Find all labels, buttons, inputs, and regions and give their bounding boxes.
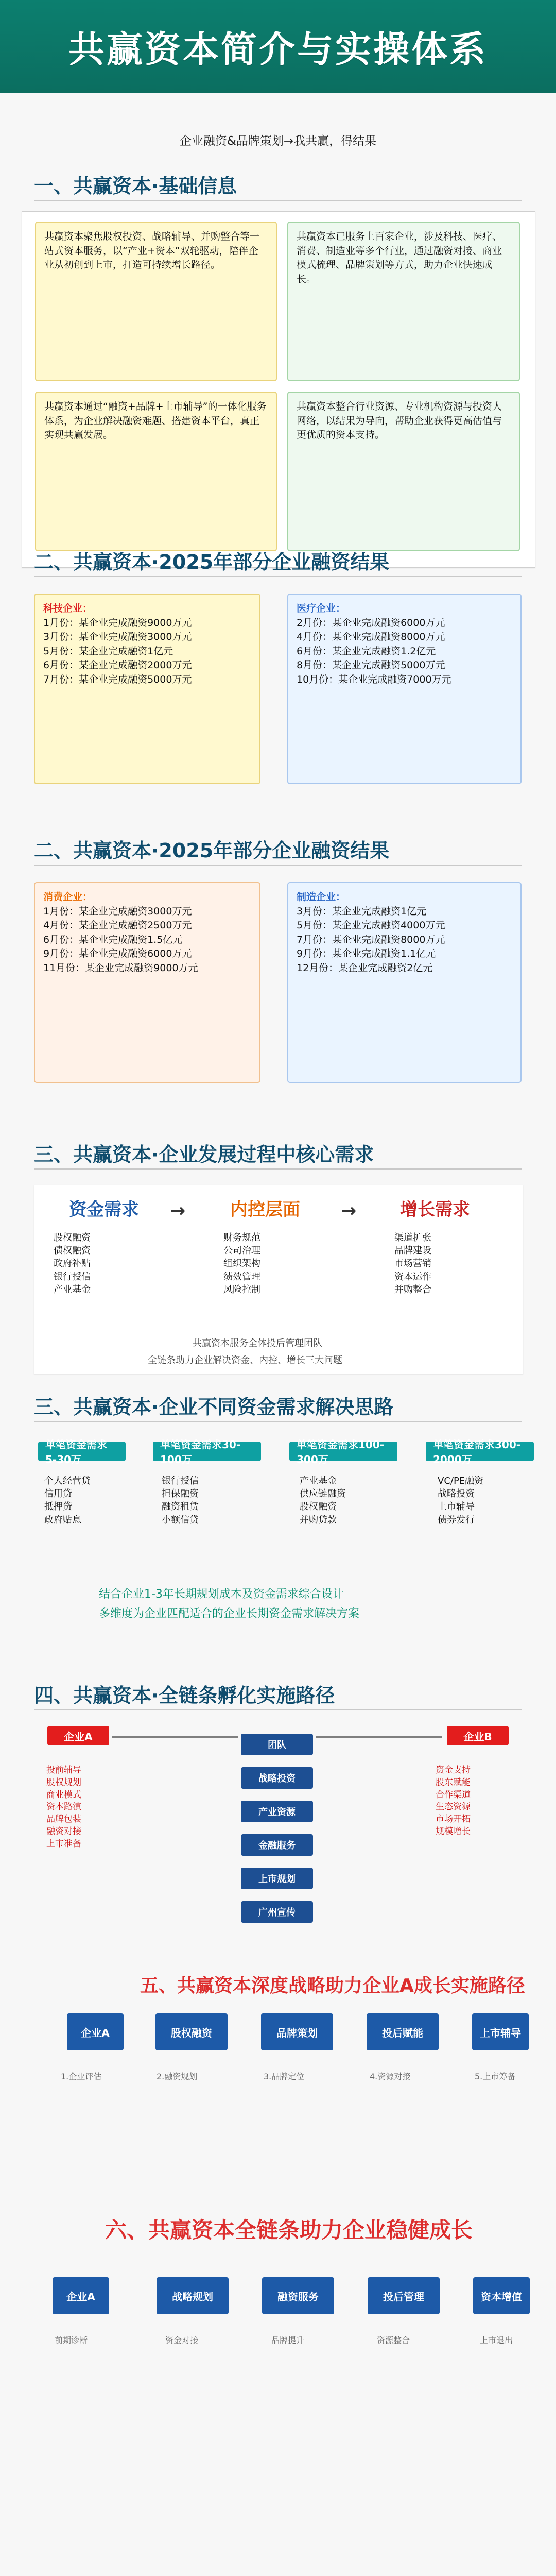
path5-title: 五、共赢资本深度战略助力企业A成长实施路径 (140, 1975, 525, 1996)
path6-step-1: 企业A (53, 2277, 109, 2314)
needs-right-list: 渠道扩张 品牌建设 市场营销 资本运作 并购整合 (394, 1232, 431, 1295)
chain-box-3: 产业资源 (241, 1801, 313, 1822)
section-rule-2 (34, 576, 522, 577)
fund-card-left-2: 消费企业： 1月份：某企业完成融资3000万元 4月份：某企业完成融资2500万元 6月份：某企业完成融资1.5亿元 9月份：某企业完成融资6000万元 11月份：某企业完成融资9000万元 (34, 882, 260, 1083)
fund-card-right-2: 制造企业： 3月份：某企业完成融资1亿元 5月份：某企业完成融资4000万元 7月份：某企业完成融资8000万元 9月份：某企业完成融资1.1亿元 12月份：某企业完成融资2亿元 (287, 882, 522, 1083)
basic-card-4: 共赢资本整合行业资源、专业机构资源与投资人网络，以结果为导向，帮助企业获得更高估值与更优质的资本支持。 (287, 392, 520, 551)
slogan: 企业融资&品牌策划→我共赢，得结果 (179, 134, 377, 148)
section-rule-3 (34, 865, 522, 866)
path6-note-5: 上市退出 (480, 2335, 513, 2345)
path6-title: 六、共赢资本全链条助力企业稳健成长 (105, 2217, 473, 2243)
needs-note-2: 全链条助力企业解决资金、内控、增长三大问题 (148, 1355, 342, 1366)
section-title-2: 二、共赢资本·2025年部分企业融资结果 (34, 551, 390, 573)
section-rule-5 (34, 1421, 522, 1422)
need-funds: 资金需求 (69, 1199, 139, 1220)
path5-step-2: 股权融资 (155, 2013, 228, 2050)
fund-tag-2: 单笔资金需求30-100万 (153, 1442, 261, 1461)
path5-note-2: 2.融资规划 (157, 2072, 198, 2081)
basic-card-3: 共赢资本通过“融资+品牌+上市辅导”的一体化服务体系，为企业解决融资难题、搭建资本平台，真正实现共赢发展。 (35, 392, 277, 551)
need-growth: 增长需求 (400, 1199, 470, 1220)
chain-left-list: 投前辅导 股权规划 商业模式 资本路演 品牌包装 融资对接 上市准备 (46, 1765, 81, 1849)
section-rule-1 (34, 200, 522, 201)
section-title-4: 三、共赢资本·企业发展过程中核心需求 (34, 1143, 374, 1166)
needs-note-1: 共赢资本服务全体投后管理团队 (193, 1338, 322, 1349)
chain-line-left (112, 1736, 238, 1738)
fund-card-right-1: 医疗企业： 2月份：某企业完成融资6000万元 4月份：某企业完成融资8000万元 6月份：某企业完成融资1.2亿元 8月份：某企业完成融资5000万元 10月份：某企业完成融资7000万元 (287, 594, 522, 784)
path5-step-4: 投后赋能 (367, 2013, 439, 2050)
path6-note-4: 资源整合 (377, 2335, 410, 2345)
path5-note-4: 4.资源对接 (370, 2072, 411, 2081)
needs-left-list: 股权融资 债权融资 政府补贴 银行授信 产业基金 (54, 1232, 91, 1295)
chain-box-2: 战略投资 (241, 1767, 313, 1789)
fund-list-2: 银行授信 担保融资 融资租赁 小额信贷 (162, 1476, 199, 1526)
arrow-need-2: → (341, 1200, 357, 1222)
chain-box-5: 上市规划 (241, 1868, 313, 1889)
top-banner (0, 0, 556, 93)
path5-step-3: 品牌策划 (261, 2013, 333, 2050)
chain-line-right (316, 1736, 442, 1738)
path6-note-1: 前期诊断 (55, 2335, 88, 2345)
path6-step-2: 战略规划 (157, 2277, 229, 2314)
path5-note-5: 5.上市筹备 (475, 2072, 516, 2081)
fund-card-left-1: 科技企业： 1月份：某企业完成融资9000万元 3月份：某企业完成融资3000万元 5月份：某企业完成融资1亿元 6月份：某企业完成融资2000万元 7月份：某企业完成融资5000万元 (34, 594, 260, 784)
chain-box-1: 团队 (241, 1734, 313, 1755)
basic-card-2: 共赢资本已服务上百家企业，涉及科技、医疗、消费、制造业等多个行业，通过融资对接、商业模式梳理、品牌策划等方式，助力企业快速成长。 (287, 222, 520, 381)
chain-box-4: 金融服务 (241, 1834, 313, 1856)
arrow-need-1: → (170, 1200, 186, 1222)
path6-note-2: 资金对接 (165, 2335, 199, 2345)
fund-list-1: 个人经营贷 信用贷 抵押贷 政府贴息 (44, 1476, 91, 1526)
path6-note-3: 品牌提升 (271, 2335, 305, 2345)
fund-tag-3: 单笔资金需求100-300万 (289, 1442, 397, 1461)
chain-left-head: 企业A (47, 1726, 109, 1745)
fund-bottom-2: 多维度为企业匹配适合的企业长期资金需求解决方案 (99, 1607, 360, 1620)
section-title-5: 三、共赢资本·企业不同资金需求解决思路 (34, 1396, 394, 1418)
path6-step-5: 资本增值 (473, 2277, 530, 2314)
path5-step-1: 企业A (67, 2013, 124, 2050)
path5-note-3: 3.品牌定位 (264, 2072, 305, 2081)
fund-tag-4: 单笔资金需求300-2000万 (426, 1442, 534, 1461)
page-title: 共赢资本简介与实操体系 (68, 28, 488, 71)
chain-box-6: 广州宣传 (241, 1901, 313, 1923)
chain-right-list: 资金支持 股东赋能 合作渠道 生态资源 市场开拓 规模增长 (436, 1765, 471, 1837)
section-title-6: 四、共赢资本·全链条孵化实施路径 (34, 1684, 335, 1707)
fund-bottom-1: 结合企业1-3年长期规划成本及资金需求综合设计 (99, 1588, 344, 1601)
section-rule-4 (34, 1168, 522, 1170)
path5-note-1: 1.企业评估 (61, 2072, 102, 2081)
fund-list-3: 产业基金 供应链融资 股权融资 并购贷款 (300, 1476, 346, 1526)
path5-step-5: 上市辅导 (472, 2013, 529, 2050)
path6-step-3: 融资服务 (262, 2277, 334, 2314)
need-control: 内控层面 (230, 1199, 300, 1220)
basic-card-1: 共赢资本聚焦股权投资、战略辅导、并购整合等一站式资本服务，以“产业+资本”双轮驱动，陪伴企业从初创到上市，打造可持续增长路径。 (35, 222, 277, 381)
fund-list-4: VC/PE融资 战略投资 上市辅导 债券发行 (438, 1476, 484, 1526)
section-title-1: 一、共赢资本·基础信息 (34, 175, 237, 197)
section-title-3: 二、共赢资本·2025年部分企业融资结果 (34, 839, 390, 862)
fund-tag-1: 单笔资金需求5-30万 (38, 1442, 126, 1461)
path6-step-4: 投后管理 (368, 2277, 440, 2314)
needs-center-list: 财务规范 公司治理 组织架构 绩效管理 风险控制 (223, 1232, 260, 1295)
chain-right-head: 企业B (447, 1726, 509, 1745)
section-rule-6 (34, 1709, 522, 1710)
